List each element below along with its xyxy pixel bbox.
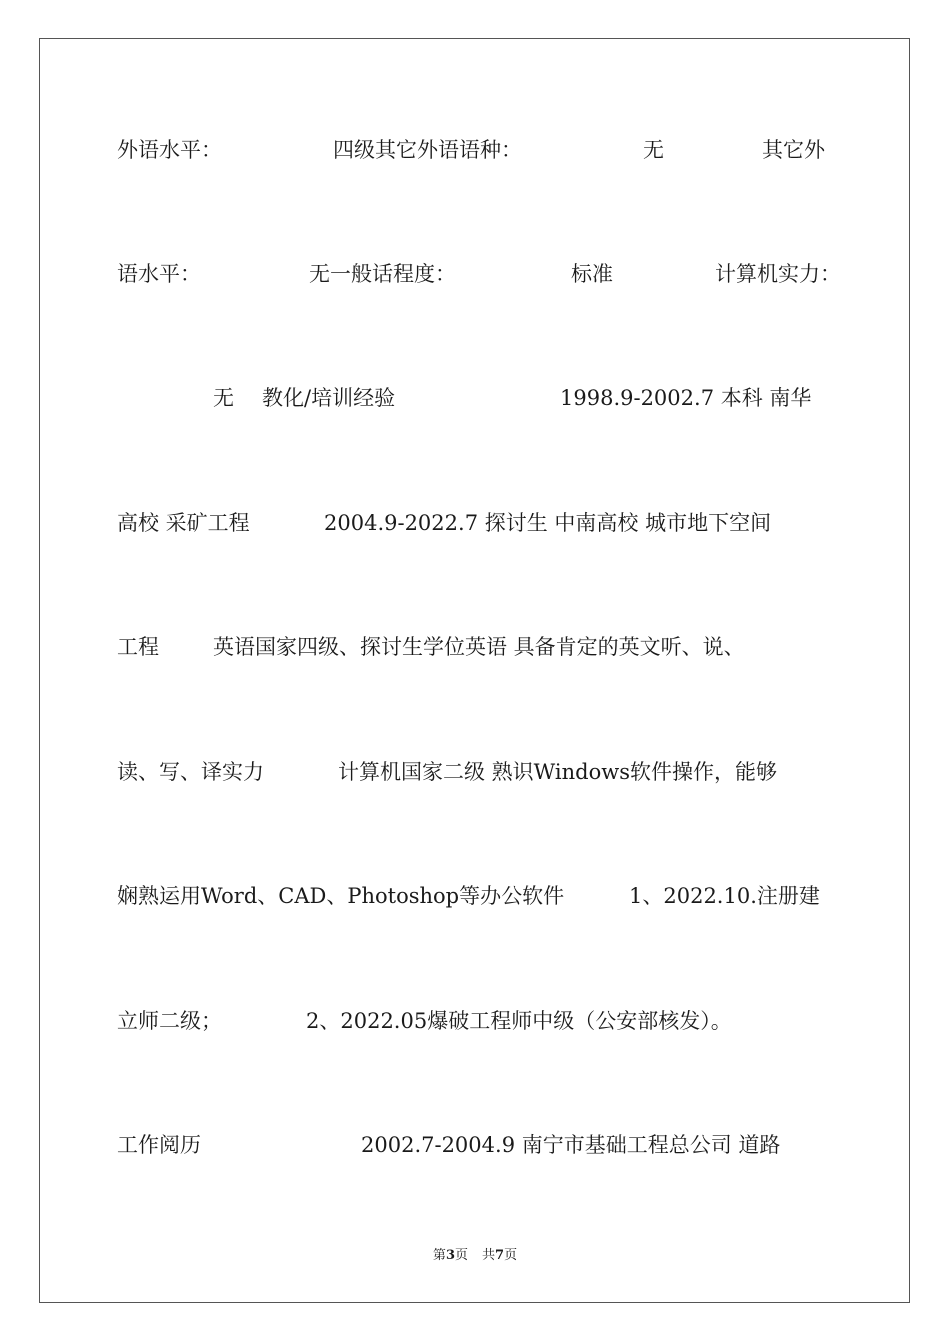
body-line-6 <box>117 757 833 787</box>
footer-prefix: 第 <box>432 1248 446 1263</box>
text-segment: 无一般话程度： <box>309 262 456 286</box>
text-segment: 英语国家四级、探讨生学位英语 具备肯定的英文听、说、 <box>213 635 745 659</box>
page-footer <box>0 1247 950 1265</box>
body-line-8 <box>117 1006 833 1036</box>
text-segment: 2004.9-2022.7 探讨生 中南高校 城市地下空间 <box>324 511 772 535</box>
body-line-1 <box>117 135 833 165</box>
body-line-4 <box>117 508 833 538</box>
footer-total-suffix: 页 <box>504 1248 518 1263</box>
body-line-7 <box>117 881 833 911</box>
text-segment: 2、2022.05爆破工程师中级（公安部核发）。 <box>306 1009 732 1033</box>
text-segment: 娴熟运用Word、CAD、Photoshop等办公软件 <box>117 884 565 908</box>
text-segment: 无 <box>213 386 234 410</box>
footer-total-prefix: 共 <box>482 1248 496 1263</box>
text-segment: 1998.9-2002.7 本科 南华 <box>560 386 812 410</box>
text-segment: 其它外 <box>762 138 825 162</box>
body-line-2 <box>117 259 841 289</box>
text-segment: 1、2022.10.注册建 <box>629 884 820 908</box>
text-segment: 工作阅历 <box>117 1133 201 1157</box>
text-segment: 计算机实力： <box>715 262 841 286</box>
body-line-5 <box>117 632 833 662</box>
text-segment: 高校 采矿工程 <box>117 511 250 535</box>
current-page-number: 3 <box>445 1248 455 1263</box>
text-segment: 工程 <box>117 635 159 659</box>
text-segment: 计算机国家二级 熟识Windows软件操作，能够 <box>338 760 777 784</box>
text-segment: 2002.7-2004.9 南宁市基础工程总公司 道路 <box>361 1133 781 1157</box>
page-border <box>39 38 910 1303</box>
footer-page-suffix: 页 <box>454 1248 468 1263</box>
text-segment: 读、写、译实力 <box>117 760 264 784</box>
text-segment: 教化/培训经验 <box>262 386 396 410</box>
total-page-number: 7 <box>495 1248 505 1263</box>
text-segment: 外语水平： <box>117 138 222 162</box>
body-line-9 <box>117 1130 833 1160</box>
text-segment: 四级其它外语语种： <box>333 138 522 162</box>
text-segment: 语水平： <box>117 262 201 286</box>
text-segment: 立师二级； <box>117 1009 222 1033</box>
text-segment: 标准 <box>571 262 613 286</box>
text-segment: 无 <box>643 138 664 162</box>
body-line-3 <box>117 383 833 413</box>
